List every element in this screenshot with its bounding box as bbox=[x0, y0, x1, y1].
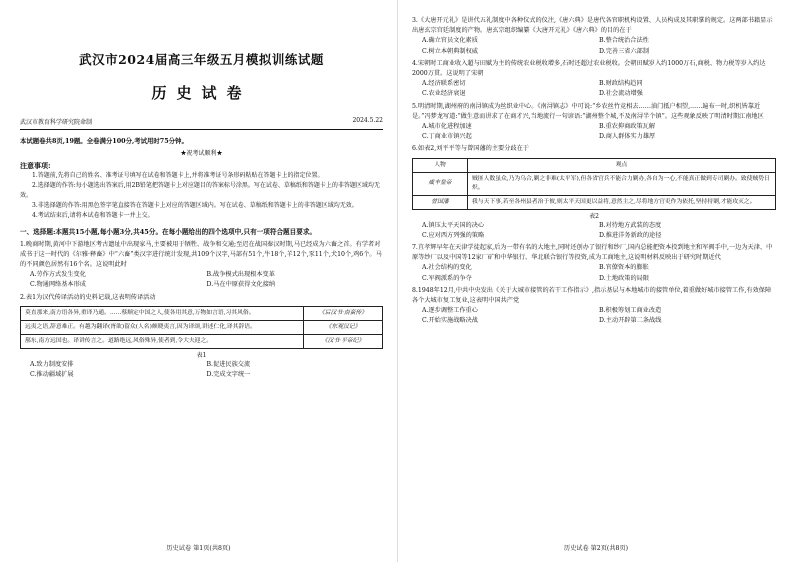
option-b: B.整合统治合法性 bbox=[599, 37, 649, 45]
exam-intro: 本试题卷共8页,19题。全卷满分100分,考试用时75分钟。 bbox=[20, 137, 188, 145]
option-c: C.应对西方列强的策略 bbox=[422, 231, 485, 239]
option-c: C.树立本朝典制权威 bbox=[422, 47, 478, 55]
option-d: D.商人群体实力雄厚 bbox=[599, 133, 656, 141]
option-b: B.财政结构趋同 bbox=[599, 80, 643, 88]
good-luck-banner: ★祝考试顺利★ bbox=[180, 150, 223, 157]
table-header-person: 人物 bbox=[413, 158, 468, 172]
notes-heading: 注意事项: bbox=[20, 161, 51, 170]
question-stem: 4.宋朝时工商业收入超与田赋为主的传统农业税收增多,石时还超过农业税收。会朝田赋岁入约1000万石,商税、物力税等岁入约达2000万贯。这说明了宋朝 bbox=[412, 59, 766, 78]
table-row bbox=[413, 195, 776, 209]
table-2 bbox=[412, 158, 776, 210]
option-b: B.积极筹划工商业改造 bbox=[599, 307, 662, 315]
note-3: 3.非选择题的作答:用黑色签字笔直接答在答题卡上对应的答题区域内。写在试卷、草稿纸和答题卡上的非答题区域均无效。 bbox=[32, 202, 358, 209]
question-stem: 5.明清时期,湖州府的南浔镇成为丝织业中心。《南浔镇志》中可说:“乡农丝竹竞相去……油门抵户相望,……遍布一时,织机皆靠近是。”冯梦龙写道:“做生意而讲求了在商才兴,当地流行一句谚语:“湖州整个城,不及南浔半个镇”。这些观象反映了明清时期江南地区 bbox=[412, 102, 764, 120]
option-c: C.推动疆域扩展 bbox=[30, 370, 74, 378]
option-a: A.致力制度安排 bbox=[30, 360, 74, 368]
option-c: C.开始实施战略决战 bbox=[422, 317, 478, 325]
option-c: C.军阀派系的争夺 bbox=[422, 274, 472, 282]
option-b: B.对待地方武装的态度 bbox=[599, 221, 662, 229]
question-4 bbox=[412, 59, 776, 100]
table-row bbox=[21, 334, 383, 348]
table-cell-text: 鄯东,南方远国也。译讲传言之。道路绝远,风俗殊异,使者到,令大夫迎之。 bbox=[21, 334, 304, 348]
option-b: B.重农抑商政策瓦解 bbox=[599, 123, 656, 131]
question-stem: 7.苴孝辉早年在天津学徒起家,后为一带有名的大地主,同时还创办了银行和纱厂,国内总能把资本投到地主和军阀手中,一边为天津、中原等纱厂以及中国等12家厂矿和中华银行、华北联合银行等投资,成为工商地主,这说明材料反映出于研究时期近代 bbox=[412, 244, 773, 262]
question-options bbox=[412, 79, 776, 99]
question-1 bbox=[20, 240, 383, 291]
section-heading: 一、选择题:本题共15小题,每小题3分,共45分。在每小题给出的四个选项中,只有一项符合题目要求。 bbox=[20, 228, 317, 236]
question-stem: 1.晚商时期,黄河中下游地区考古遗址中出现家马,主要被用于牺牲、战争和交通;至迟在战国秦汉时期,马已经成为六畜之首。有学者对成书于这一时代的《尔雅·释畜》中“六畜”类汉字进行统计发现,共109个汉字,马部有51个,牛18个,羊12个,豕11个,犬10个,鸡6个。马的不同颜色居然有16个名。这说明此时 bbox=[20, 240, 382, 268]
note-2: 2.选择题的作答:每小题选出答案后,用2B铅笔把答题卡上对应题目的答案标号涂黑。写在试卷、草稿纸和答题卡上的非答题区域均无效。 bbox=[20, 182, 380, 199]
option-a: A.城市化进程加速 bbox=[422, 123, 472, 131]
option-c: C.物通网络基本形成 bbox=[30, 281, 86, 289]
table-header-row bbox=[413, 158, 776, 172]
question-8 bbox=[412, 286, 776, 327]
option-a: A.劳作方式发生变化 bbox=[30, 271, 86, 279]
option-d: D.社会流动增强 bbox=[599, 90, 643, 98]
table-row bbox=[21, 306, 383, 320]
option-d: D.完善三省六部制 bbox=[599, 47, 650, 55]
question-options bbox=[412, 36, 776, 56]
table-cell-text: 莫直那来,南方语各异,重译乃通。……蔡顺定中国之人,使各用其意,万物如言语,习其风俗。 bbox=[21, 306, 304, 320]
option-a: A.确立官员文化素质 bbox=[422, 37, 478, 45]
exam-title: 武汉市2024届高三年级五月模拟训练试题 bbox=[79, 52, 324, 67]
table-cell-person: 咸丰皇帝 bbox=[413, 172, 468, 195]
option-b: B.促进民族交流 bbox=[206, 360, 251, 368]
question-options bbox=[20, 360, 383, 380]
option-d: D.主动开辟第二条战线 bbox=[599, 317, 662, 325]
table-cell-view: 我与天下事,若至各州县者治于彼,则太平天国更以益将,意然主之,尽将地方官吏作为依托,坚持持剿,才能攻灭之。 bbox=[468, 195, 776, 209]
question-7 bbox=[412, 243, 776, 284]
right-page bbox=[397, 0, 794, 562]
table-cell-view: 贼匪人数虽众,乃为乌合,剿之非难(太平军),但各省官兵不能合力剿办,各自为一心,不能真正做到专司剿办。致使贼势日炽。 bbox=[468, 172, 776, 195]
question-options bbox=[412, 122, 776, 142]
question-options bbox=[412, 306, 776, 326]
question-2 bbox=[20, 293, 383, 381]
option-c: C.丁商业市镇兴起 bbox=[422, 133, 472, 141]
table-cell-source: 《汉书·平帝纪》 bbox=[304, 334, 383, 348]
question-stem: 8.1948年12月,中共中央发出《关于大城市接管的若干工作指示》,指示基层与本地城市的接管单位,着重做好城市接管工作,有效保障各个大城市复工复业,这表明中国共产党 bbox=[412, 286, 772, 305]
question-stem: 3.《大唐开元礼》是讲代五礼制度中各种仪式的仪注,《唐六典》是唐代各官职机构设置、人员构成及其职掌的规定。这两部书籍显示出唐玄宗宫廷制度的产物。唐玄宗组织编纂《大唐开元礼》《唐六典》的目的在于 bbox=[412, 17, 773, 35]
exam-subtitle: 历史试卷 bbox=[151, 84, 252, 102]
table-row bbox=[21, 320, 383, 334]
note-4: 4.考试结束后,请将本试卷和答题卡一并上交。 bbox=[32, 212, 154, 219]
option-a: A.镇压太平天国的决心 bbox=[422, 221, 485, 229]
table-cell-text: 远夷之语,辞意难正。有越为翻译(胥欲)留众(人名)颇晓夷言,因为译颂,讲述仁化,译其辞语。 bbox=[21, 320, 304, 334]
table-cell-source: 《后汉书·南蛮传》 bbox=[304, 306, 383, 320]
option-b: B.战争模式出现根本变革 bbox=[206, 271, 275, 279]
question-stem: 6.如表2,刘平平等与曾国藩的主要分歧在于 bbox=[412, 145, 529, 153]
table-1 bbox=[20, 306, 383, 349]
question-3 bbox=[412, 16, 776, 57]
option-a: A.经济联系密切 bbox=[422, 80, 466, 88]
issuer: 武汉市教育科学研究院命制 bbox=[20, 119, 93, 126]
table-header-view: 观点 bbox=[468, 158, 776, 172]
option-c: C.农业经济衰退 bbox=[422, 90, 466, 98]
table-caption: 表2 bbox=[589, 212, 599, 220]
option-d: D.马在中原获得文化接纳 bbox=[206, 281, 276, 289]
option-d: D.推进洋务新政的途径 bbox=[599, 231, 662, 239]
option-b: B.官僚资本的膨胀 bbox=[599, 264, 649, 272]
page-footer: 历史试卷 第2页(共8页) bbox=[563, 545, 629, 552]
option-d: D.土地政策的局限 bbox=[599, 274, 650, 282]
table-cell-person: 曾国藩 bbox=[413, 195, 468, 209]
question-6 bbox=[412, 144, 776, 241]
question-options bbox=[412, 263, 776, 283]
note-1: 1.答题前,先将自己的姓名、准考证号填写在试卷和答题卡上,并将准考证号条形码粘贴在答题卡上的指定位置。 bbox=[32, 172, 324, 179]
option-a: A.逐步调整工作重心 bbox=[422, 307, 478, 315]
table-caption: 表1 bbox=[196, 351, 207, 359]
option-a: A.社会结构的变化 bbox=[422, 264, 472, 272]
question-options bbox=[412, 221, 776, 241]
issuer-row bbox=[20, 117, 383, 130]
table-cell-source: 《东观汉记》 bbox=[304, 320, 383, 334]
option-d: D.完成文字统一 bbox=[206, 370, 251, 378]
question-options bbox=[20, 270, 383, 290]
page-footer: 历史试卷 第1页(共8页) bbox=[166, 545, 231, 552]
exam-date: 2024.5.22 bbox=[352, 117, 383, 124]
table-row bbox=[413, 172, 776, 195]
question-stem: 2.表1为汉代传译活动的史料记载,这表明传译活动 bbox=[20, 293, 156, 301]
question-5 bbox=[412, 102, 776, 143]
